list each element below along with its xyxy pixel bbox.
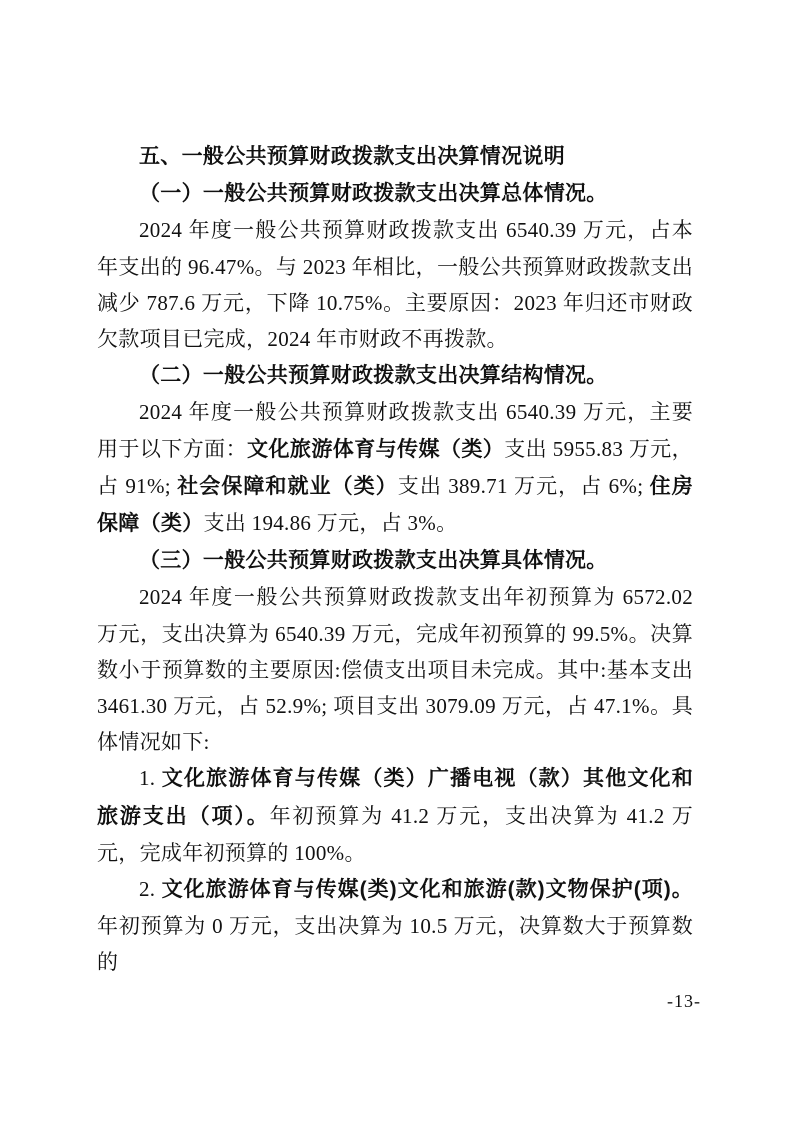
- section-heading: [97, 139, 693, 175]
- bold-text-run: 五、一般公共预算财政拨款支出决算情况说明: [139, 145, 565, 168]
- text-run: 2024 年度一般公共预算财政拨款支出 6540.39 万元，占本年支出的 96.47%。与 2023 年相比，一般公共预算财政拨款支出减少 787.6 万元，下降 10.75%。主要原因：2023 年归还市财政欠款项目已完成，2024 年市财政不再拨款。: [97, 218, 693, 352]
- body-paragraph: [97, 212, 693, 357]
- body-paragraph: [97, 871, 693, 981]
- page-content: [97, 139, 693, 981]
- text-run: 1.: [139, 766, 162, 791]
- text-run: 年初预算为 41.2 万元，支出决算为 41.2 万元，完成年初预算的 100%。: [97, 803, 693, 865]
- body-paragraph: [97, 760, 693, 871]
- text-run: 年初预算为 0 万元，支出决算为 10.5 万元，决算数大于预算数的: [97, 914, 693, 975]
- bold-text-run: 住房保障（类）: [97, 474, 693, 536]
- text-run: 支出 194.86 万元，占 3%。: [203, 511, 458, 536]
- text-run: 2.: [139, 877, 162, 902]
- text-run: 2024 年度一般公共预算财政拨款支出年初预算为 6572.02 万元，支出决算为 6540.39 万元，完成年初预算的 99.5%。决算数小于预算数的主要原因:偿债支出项目未完成。其中:基本支出 3461.30 万元，占 52.9%; 项目支出 3079.09 万元，占 47.1%。具体情况如下:: [97, 585, 693, 755]
- section-heading: [97, 175, 693, 212]
- bold-text-run: （一）一般公共预算财政拨款支出决算总体情况。: [139, 182, 608, 206]
- text-run: 支出 5955.83 万元，占 91%;: [97, 436, 693, 498]
- text-run: 2024 年度一般公共预算财政拨款支出 6540.39 万元，主要用于以下方面：: [97, 400, 693, 461]
- text-run: 支出 389.71 万元，占 6%;: [397, 473, 650, 498]
- page-number: -13-: [667, 991, 701, 1011]
- bold-text-run: 社会保障和就业（类）: [177, 474, 398, 498]
- bold-text-run: 文化旅游体育与传媒(类)文化和旅游(款)文物保护(项)。: [161, 878, 693, 902]
- section-heading: [97, 542, 693, 579]
- bold-text-run: 文化旅游体育与传媒（类）广播电视（款）其他文化和旅游支出（项）。: [97, 767, 693, 828]
- bold-text-run: （二）一般公共预算财政拨款支出决算结构情况。: [139, 364, 608, 388]
- bold-text-run: （三）一般公共预算财政拨款支出决算具体情况。: [139, 549, 608, 573]
- section-heading: [97, 357, 693, 394]
- body-paragraph: [97, 579, 693, 760]
- body-paragraph: [97, 394, 693, 542]
- bold-text-run: 文化旅游体育与传媒（类）: [247, 437, 505, 461]
- page-footer: [0, 989, 793, 1013]
